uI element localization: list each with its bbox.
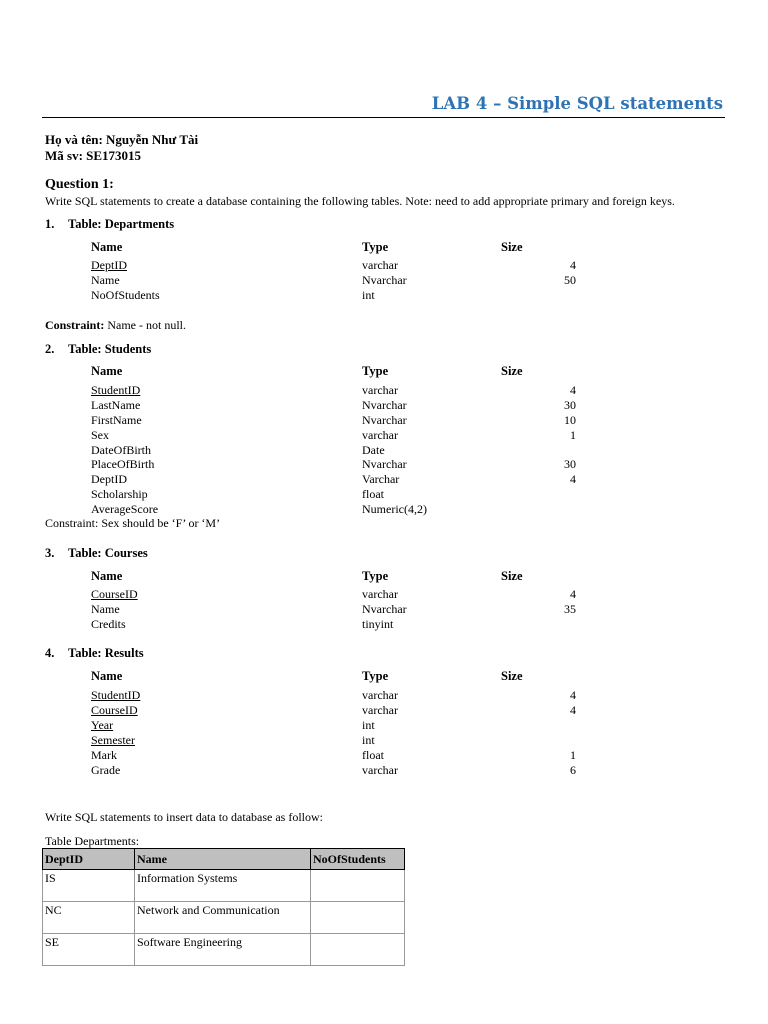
header-name: Name <box>91 669 123 683</box>
field-size: 1 <box>570 428 576 442</box>
field-size: 4 <box>570 587 576 601</box>
field-name: Scholarship <box>91 487 148 501</box>
cell-deptid: NC <box>43 902 135 934</box>
field-name: Credits <box>91 617 126 631</box>
spec-row <box>91 748 576 763</box>
section-title: Table: Results <box>68 646 144 660</box>
spec-row <box>91 428 576 443</box>
constraint-departments <box>45 318 186 333</box>
header-type: Type <box>362 569 389 583</box>
field-type: varchar <box>362 383 398 397</box>
field-size: 4 <box>570 688 576 702</box>
spec-row <box>91 398 576 413</box>
field-name: Name <box>91 602 120 616</box>
field-name: Grade <box>91 763 121 777</box>
spec-row <box>91 587 576 602</box>
section-title: Table: Courses <box>68 546 148 560</box>
insert-instruction: Write SQL statements to insert data to database as follow: <box>45 810 323 824</box>
header-name: Name <box>91 364 123 378</box>
field-type: varchar <box>362 258 398 272</box>
field-type: Nvarchar <box>362 413 407 427</box>
field-name: StudentID <box>91 383 141 397</box>
cell-name: Information Systems <box>135 870 311 902</box>
spec-table-students <box>91 364 576 518</box>
spec-row <box>91 733 576 748</box>
spec-row <box>91 487 576 502</box>
field-type: Varchar <box>362 472 400 486</box>
section-number: 3. <box>45 546 55 560</box>
field-name: LastName <box>91 398 141 412</box>
field-type: Nvarchar <box>362 273 407 287</box>
field-name: PlaceOfBirth <box>91 457 155 471</box>
header-divider <box>42 117 725 118</box>
student-name: Họ và tên: Nguyễn Như Tài <box>45 132 199 147</box>
header-type: Type <box>362 669 389 683</box>
spec-header <box>91 669 576 685</box>
spec-table-courses <box>91 569 576 633</box>
field-type: int <box>362 288 375 302</box>
field-type: int <box>362 718 375 732</box>
column-header-deptid: DeptID <box>43 849 135 870</box>
header-size: Size <box>501 240 523 254</box>
cell-deptid: IS <box>43 870 135 902</box>
spec-table-results <box>91 669 576 779</box>
table-row <box>43 934 405 966</box>
field-type: float <box>362 748 384 762</box>
field-name: DateOfBirth <box>91 443 151 457</box>
spec-row <box>91 413 576 428</box>
field-type: Nvarchar <box>362 398 407 412</box>
field-name: CourseID <box>91 703 138 717</box>
field-size: 30 <box>564 398 576 412</box>
cell-noofstudents <box>311 902 405 934</box>
field-type: varchar <box>362 703 398 717</box>
field-type: varchar <box>362 587 398 601</box>
spec-header <box>91 240 576 256</box>
field-name: CourseID <box>91 587 138 601</box>
spec-row <box>91 457 576 472</box>
section-title: Table: Departments <box>68 217 175 231</box>
page-title: LAB 4 – Simple SQL statements <box>431 94 723 113</box>
spec-row <box>91 502 576 517</box>
field-name: NoOfStudents <box>91 288 160 302</box>
field-size: 4 <box>570 383 576 397</box>
field-size: 4 <box>570 258 576 272</box>
section-number: 2. <box>45 342 55 356</box>
field-type: Numeric(4,2) <box>362 502 427 516</box>
spec-row <box>91 688 576 703</box>
section-departments <box>45 217 174 232</box>
spec-row <box>91 763 576 778</box>
cell-deptid: SE <box>43 934 135 966</box>
field-name: Semester <box>91 733 135 747</box>
constraint-text: Name - not null. <box>104 318 186 332</box>
constraint-students: Constraint: Sex should be ‘F’ or ‘M’ <box>45 516 221 530</box>
table-row <box>43 870 405 902</box>
field-name: AverageScore <box>91 502 159 516</box>
cell-name: Network and Communication <box>135 902 311 934</box>
section-number: 1. <box>45 217 55 231</box>
field-type: tinyint <box>362 617 394 631</box>
question-heading: Question 1: <box>45 177 114 192</box>
header-size: Size <box>501 569 523 583</box>
spec-row <box>91 718 576 733</box>
field-type: varchar <box>362 428 398 442</box>
field-size: 6 <box>570 763 576 777</box>
field-name: StudentID <box>91 688 141 702</box>
field-type: Nvarchar <box>362 457 407 471</box>
header-size: Size <box>501 364 523 378</box>
constraint-label: Constraint: <box>45 318 105 332</box>
field-name: Mark <box>91 748 117 762</box>
header-name: Name <box>91 240 123 254</box>
field-size: 30 <box>564 457 576 471</box>
field-name: Sex <box>91 428 109 442</box>
section-title: Table: Students <box>68 342 152 356</box>
field-type: varchar <box>362 763 398 777</box>
field-type: Date <box>362 443 385 457</box>
section-students <box>45 342 151 357</box>
field-type: Nvarchar <box>362 602 407 616</box>
spec-header <box>91 569 576 585</box>
field-type: float <box>362 487 384 501</box>
field-size: 1 <box>570 748 576 762</box>
field-size: 4 <box>570 472 576 486</box>
field-size: 50 <box>564 273 576 287</box>
spec-row <box>91 443 576 458</box>
field-name: DeptID <box>91 258 127 272</box>
column-header-name: Name <box>135 849 311 870</box>
spec-row <box>91 288 576 303</box>
cell-noofstudents <box>311 870 405 902</box>
field-size: 10 <box>564 413 576 427</box>
field-name: FirstName <box>91 413 142 427</box>
section-results <box>45 646 144 661</box>
column-header-noofstudents: NoOfStudents <box>311 849 405 870</box>
field-size: 35 <box>564 602 576 616</box>
spec-row <box>91 273 576 288</box>
section-number: 4. <box>45 646 55 660</box>
field-name: Name <box>91 273 120 287</box>
spec-table-departments <box>91 240 576 304</box>
header-type: Type <box>362 240 389 254</box>
field-type: varchar <box>362 688 398 702</box>
insert-table-label: Table Departments: <box>45 834 140 848</box>
spec-row <box>91 602 576 617</box>
field-name: DeptID <box>91 472 127 486</box>
cell-noofstudents <box>311 934 405 966</box>
spec-row <box>91 703 576 718</box>
header-size: Size <box>501 669 523 683</box>
field-type: int <box>362 733 375 747</box>
field-size: 4 <box>570 703 576 717</box>
spec-row <box>91 472 576 487</box>
departments-data-table <box>42 848 405 966</box>
question-instruction: Write SQL statements to create a database containing the following tables. Note: need to add appropriate primary and foreign keys. <box>45 194 675 208</box>
table-row <box>43 902 405 934</box>
spec-header <box>91 364 576 380</box>
field-name: Year <box>91 718 114 732</box>
section-courses <box>45 546 148 561</box>
student-id: Mã sv: SE173015 <box>45 148 142 163</box>
spec-row <box>91 258 576 273</box>
header-type: Type <box>362 364 389 378</box>
header-name: Name <box>91 569 123 583</box>
spec-row <box>91 617 576 632</box>
table-header-row <box>43 849 405 870</box>
cell-name: Software Engineering <box>135 934 311 966</box>
spec-row <box>91 383 576 398</box>
